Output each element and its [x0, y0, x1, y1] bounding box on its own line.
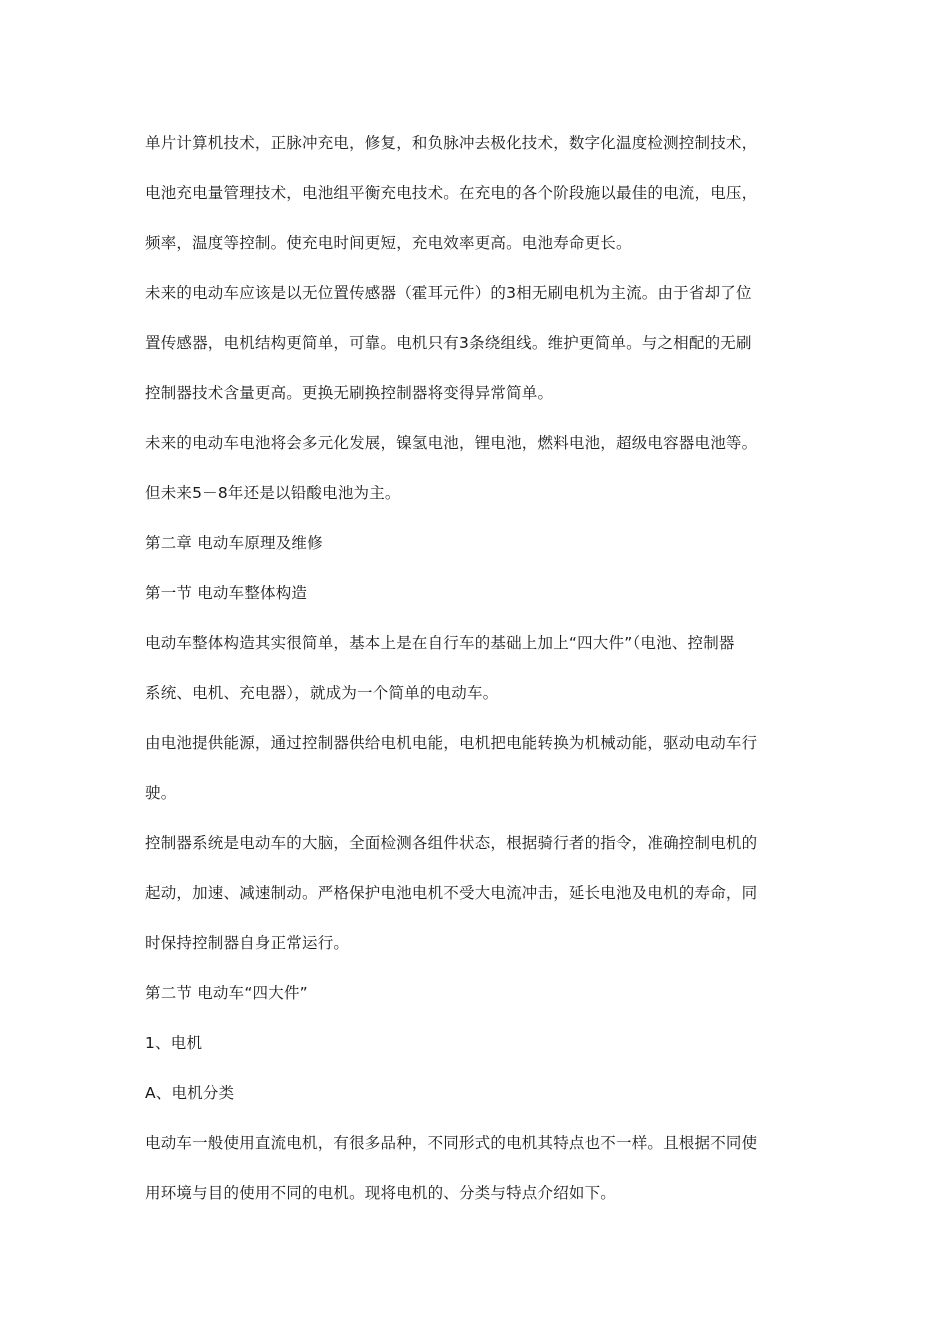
document-page	[145, 118, 805, 1218]
text-line: 电动车一般使用直流电机，有很多品种，不同形式的电机其特点也不一样。且根据不同使	[145, 1134, 758, 1152]
text-line: 频率，温度等控制。使充电时间更短，充电效率更高。电池寿命更长。	[145, 234, 632, 252]
text-line: 单片计算机技术，正脉冲充电，修复，和负脉冲去极化技术，数字化温度检测控制技术，	[145, 134, 758, 152]
text-line: 起动，加速、减速制动。严格保护电池电机不受大电流冲击，延长电池及电机的寿命，同	[145, 884, 758, 902]
text-line: 驶。	[145, 784, 177, 802]
section-heading: 第二节 电动车“四大件”	[145, 984, 308, 1002]
text-line: 控制器系统是电动车的大脑，全面检测各组件状态，根据骑行者的指令，准确控制电机的	[145, 834, 758, 852]
text-line: 未来的电动车应该是以无位置传感器（霍耳元件）的3相无刷电机为主流。由于省却了位	[145, 284, 752, 302]
text-line: 系统、电机、充电器），就成为一个简单的电动车。	[145, 684, 499, 702]
text-line: 未来的电动车电池将会多元化发展，镍氢电池，锂电池，燃料电池，超级电容器电池等。	[145, 434, 758, 452]
text-line: 电池充电量管理技术，电池组平衡充电技术。在充电的各个阶段施以最佳的电流，电压，	[145, 184, 758, 202]
text-line: 但未来5－8年还是以铅酸电池为主。	[145, 484, 401, 502]
chapter-heading: 第二章 电动车原理及维修	[145, 534, 323, 552]
text-line: 用环境与目的使用不同的电机。现将电机的、分类与特点介绍如下。	[145, 1184, 617, 1202]
subsection-heading: 1、电机	[145, 1034, 203, 1052]
text-line: 控制器技术含量更高。更换无刷换控制器将变得异常简单。	[145, 384, 554, 402]
text-line: 电动车整体构造其实很简单，基本上是在自行车的基础上加上“四大件”（电池、控制器	[145, 634, 735, 652]
subsection-heading: A、电机分类	[145, 1084, 235, 1102]
section-heading: 第一节 电动车整体构造	[145, 584, 308, 602]
text-line: 由电池提供能源，通过控制器供给电机电能，电机把电能转换为机械动能，驱动电动车行	[145, 734, 758, 752]
text-line: 置传感器，电机结构更简单，可靠。电机只有3条绕组线。维护更简单。与之相配的无刷	[145, 334, 752, 352]
text-line: 时保持控制器自身正常运行。	[145, 934, 350, 952]
